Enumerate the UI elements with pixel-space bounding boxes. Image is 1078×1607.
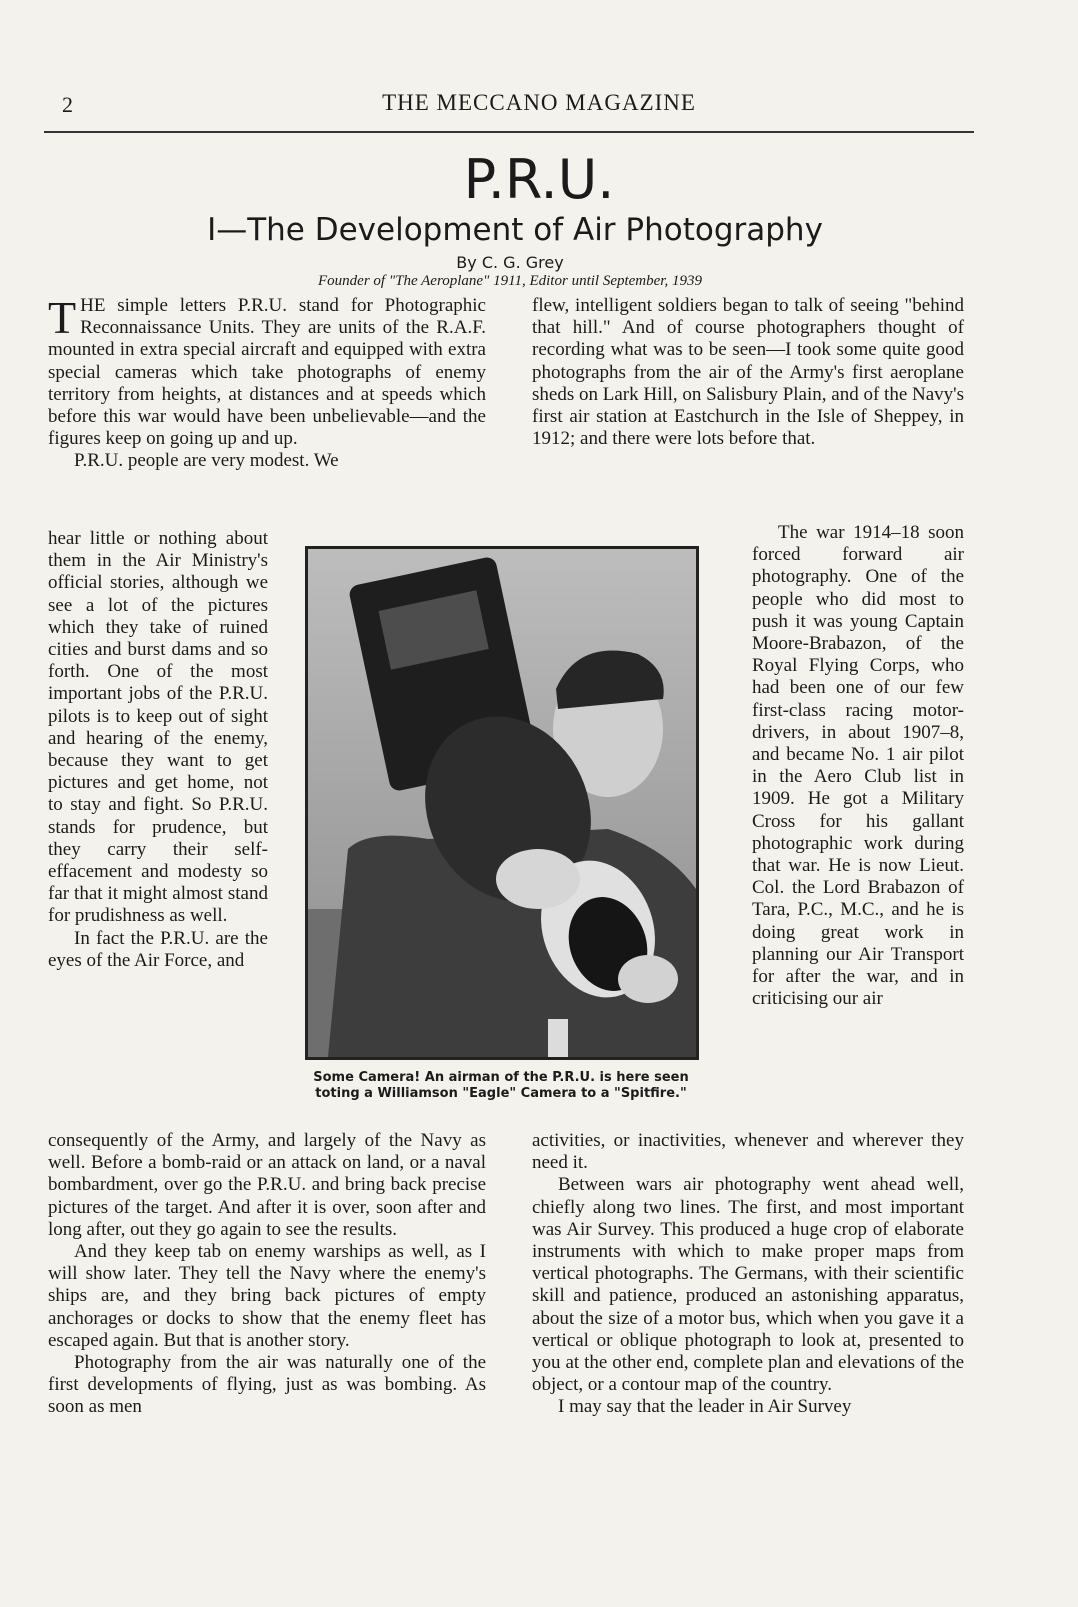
paragraph-1 xyxy=(48,292,486,450)
page-number: 2 xyxy=(62,92,73,117)
paragraph-2-narrow: hear little or nothing about them in the Air Ministry's official stories, although we see a lot of the pictures which they take of ruined cities and burst dams and so forth. One of the most important jobs of the P.R.U. pilots is to keep out of sight and hearing of the enemy, because they want to get pictures and get home, not to stay and fight. So P.R.U. stands for prudence, but they carry their self-effacement and modesty so far that it might almost stand for prudishness as well. xyxy=(48,528,268,927)
column-right-narrow xyxy=(752,522,964,1010)
running-head: THE MECCANO MAGAZINE xyxy=(382,90,696,115)
byline: By C. G. Grey xyxy=(456,253,564,272)
paragraph-2-start: P.R.U. people are very modest. We xyxy=(74,450,339,472)
paragraph-6-continued: activities, or inactivities, whenever and wherever they need it. xyxy=(532,1130,964,1174)
header-rule xyxy=(44,131,974,133)
column-left-narrow xyxy=(48,528,268,972)
column-left-bottom xyxy=(48,1130,486,1419)
paragraph-8: I may say that the leader in Air Survey xyxy=(558,1396,852,1418)
airman-camera-photo xyxy=(308,549,696,1057)
drop-cap: T xyxy=(48,292,77,343)
paragraph-7: Between wars air photography went ahead well, chiefly along two lines. The first, and most important was Air Survey. This produced a huge crop of elaborate instruments with which to make proper maps from vertical photographs. The Germans, with their scientific skill and patience, produced an astonishing apparatus, about the size of a motor bus, which when you gave it a vertical or oblique photograph to look at, presented to you at the other end, complete plan and elevations of the object, or a contour map of the country. xyxy=(532,1174,964,1396)
paragraph-5: Photography from the air was naturally one of the first developments of flying, just as was bombing. As soon as men xyxy=(48,1352,486,1418)
paragraph-3-continued: consequently of the Army, and largely of the Navy as well. Before a bomb-raid or an attack on land, or a naval bombardment, over go the P.R.U. and bring back precise pictures of the target. And after it is over, soon after and long after, out they go again to see the results. xyxy=(48,1130,486,1240)
paragraph-3-narrow: In fact the P.R.U. are the eyes of the Air Force, and xyxy=(48,927,268,971)
paragraph-1-text: HE simple letters P.R.U. stand for Photographic Reconnaissance Units. They are units of the R.A.F. mounted in extra special aircraft and equipped with extra special cameras which take photographs of enemy territory from heights, at distances and at speeds which before this war would have been unbelievable—and the figures keep on going up and up. xyxy=(48,295,486,450)
paragraph-4: And they keep tab on enemy warships as well, as I will show later. They tell the Navy where the enemy's ships are, and they bring back pictures of empty anchorages or docks to show that the enemy fleet has escaped again. But that is another story. xyxy=(48,1241,486,1351)
figure-caption: Some Camera! An airman of the P.R.U. is here seen toting a Williamson "Eagle" Camera to a "Spitfire." xyxy=(313,1070,689,1101)
photo-figure xyxy=(305,546,699,1060)
column-left-top xyxy=(48,292,486,473)
article-subtitle: I—The Development of Air Photography xyxy=(207,212,823,248)
author-note: Founder of "The Aeroplane" 1911, Editor until September, 1939 xyxy=(318,273,702,289)
paragraph-5-continued: flew, intelligent soldiers began to talk of seeing "behind that hill." And of course photographers thought of recording what was to be seen—I took some quite good photographs from the air of the Army's first aeroplane sheds on Lark Hill, on Salisbury Plain, and of the Navy's first air station at Eastchurch in the Isle of Sheppey, in 1912; and there were lots before that. xyxy=(532,295,964,450)
column-right-bottom xyxy=(532,1130,964,1419)
column-right-top xyxy=(532,295,964,450)
paragraph-6-narrow: The war 1914–18 soon forced forward air photography. One of the people who did most to push it was young Captain Moore-Brabazon, of the Royal Flying Corps, who had been one of our few first-class racing motor-drivers, in about 1907–8, and became No. 1 air pilot in the Aero Club list in 1909. He got a Military Cross for his gallant photographic work during that war. He is now Lieut. Col. the Lord Brabazon of Tara, P.C., M.C., and he is doing great work in planning our Air Transport for after the war, and in criticising our air xyxy=(752,522,964,1010)
article-title: P.R.U. xyxy=(463,148,615,211)
